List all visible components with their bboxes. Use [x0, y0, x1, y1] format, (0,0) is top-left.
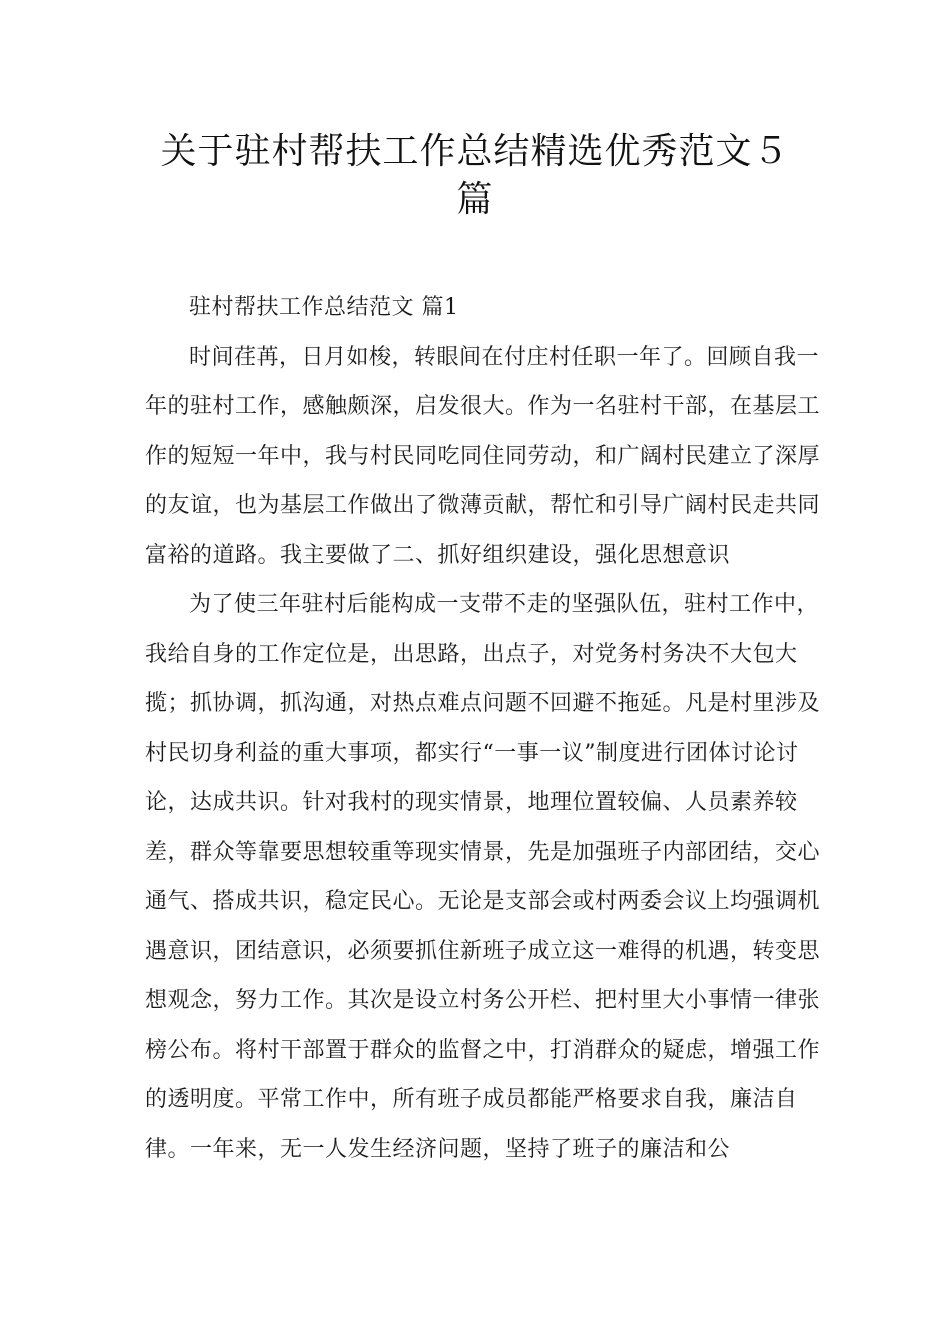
document-title: 关于驻村帮扶工作总结精选优秀范文５篇 [160, 131, 790, 220]
paragraph-1: 时间荏苒，日月如梭，转眼间在付庄村任职一年了。回顾自我一年的驻村工作，感触颇深，启发很大。作为一名驻村干部，在基层工作的短短一年中，我与村民同吃同住同劳动，和广阔村民建立了深厚的友谊，也为基层工作做出了微薄贡献，帮忙和引导广阔村民走共同富裕的道路。我主要做了二、抓好组织建设，强化思想意识 [145, 344, 821, 568]
document-body [145, 283, 825, 1174]
paragraph-2: 为了使三年驻村后能构成一支带不走的坚强队伍，驻村工作中，我给自身的工作定位是，出思路，出点子，对党务村务决不大包大揽；抓协调，抓沟通，对热点难点问题不回避不拖延。凡是村里涉及村民切身利益的重大事项，都实行“一事一议”制度进行团体讨论讨论，达成共识。针对我村的现实情景，地理位置较偏、人员素养较差，群众等靠要思想较重等现实情景，先是加强班子内部团结，交心通气、搭成共识，稳定民心。无论是支部会或村两委会议上均强调机遇意识，团结意识，必须要抓住新班子成立这一难得的机遇，转变思想观念，努力工作。其次是设立村务公开栏、把村里大小事情一律张榜公布。将村干部置于群众的监督之中，打消群众的疑虑，增强工作的透明度。平常工作中，所有班子成员都能严格要求自我，廉洁自律。一年来，无一人发生经济问题，坚持了班子的廉洁和公 [145, 592, 821, 1162]
section-heading: 驻村帮扶工作总结范文 篇1 [189, 295, 459, 320]
